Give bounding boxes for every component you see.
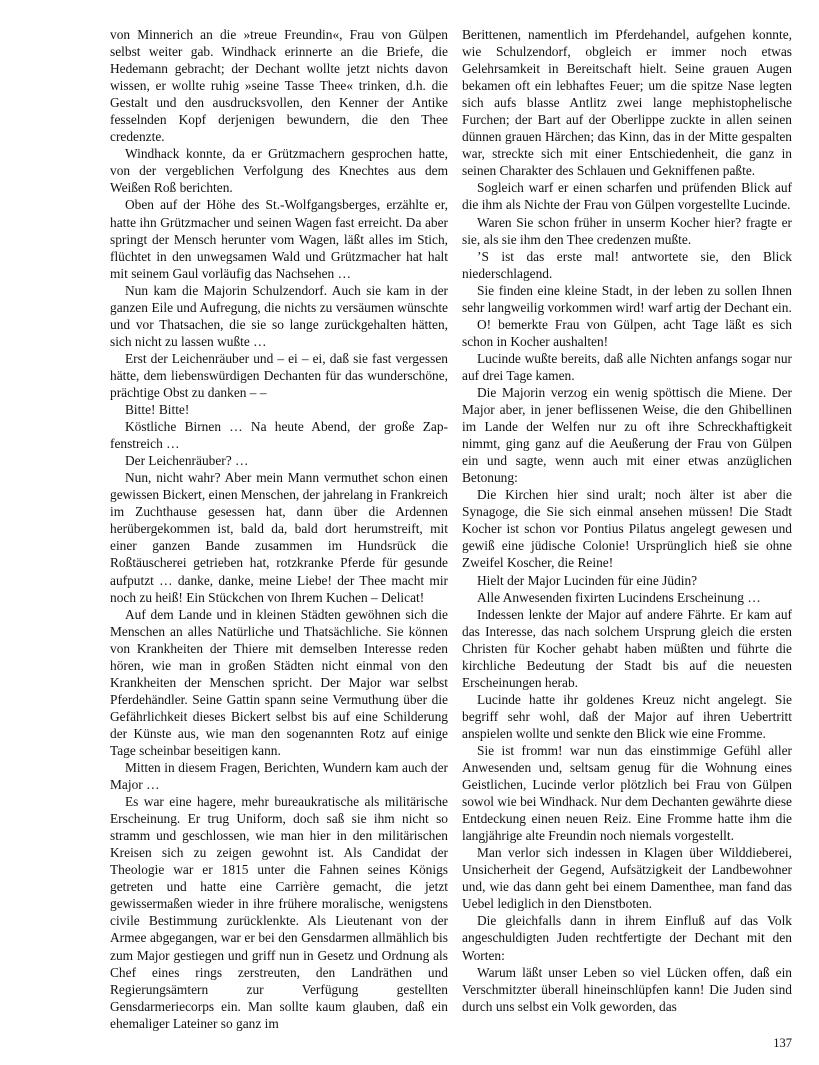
paragraph: Nun kam die Majorin Schulzendorf. Auch sie kam in der ganzen Eile und Aufregung, die nichts zu versäumen wünschte und vor Thatsachen, die sie so lange zurückgehalten hätten, sich nicht zu lassen wußte … [110,282,448,349]
paragraph: Sie finden eine kleine Stadt, in der leben zu sollen Ihnen sehr langweilig vorkommen wird! warf artig der Dechant ein. [462,282,792,315]
paragraph: Hielt der Major Lucinden für eine Jüdin? [477,572,698,588]
paragraph: Die Kirchen hier sind uralt; noch älter ist aber die Synagoge, die Sie sich einmal ansehen müssen! Die Stadt Kocher ist schon vor Pontius Pilatus angelegt gewesen und gewiß eine jüdische Colonie! Ursprünglich hieß sie ohne Zweifel Koscher, die Reine! [462,487,792,571]
paragraph: ’S ist das erste mal! antwortete sie, den Blick niederschlagend. [462,248,792,281]
paragraph: Nun, nicht wahr? Aber mein Mann vermuthet schon einen gewissen Bickert, einen Menschen, der jahrelang in Frankreich im Zuchthause gesessen hat, dann über die Ardennen herübergekommen ist, bald da, bald dort herumstreift, mit einer ganzen Bande zusammen im Hundsrück die Roßtäuscherei getrieben hat, rotzkranke Pferde für gesunde aufputzt … danke, danke, meine Liebe! der Thee macht mir noch zu heiß! Ein Stückchen von Ihrem Kuchen – Delicat! [110,470,448,605]
paragraph: O! bemerkte Frau von Gülpen, acht Tage läßt es sich schon in Kocher aushalten! [462,316,792,349]
paragraph: Bitte! Bitte! [125,402,190,418]
paragraph: Lucinde hatte ihr goldenes Kreuz nicht angelegt. Sie begriff sehr wohl, daß der Major auf ihren Uebertritt anspielen wollte und senkte den Blick wie eine Fromme. [462,691,792,741]
paragraph: Sogleich warf er einen scharfen und prüfenden Blick auf die ihm als Nichte der Frau von Gülpen vorgestellte Lucinde. [462,180,792,213]
paragraph: Waren Sie schon früher in unserm Kocher hier? fragte er sie, als sie ihm den Thee credenzen mußte. [462,214,792,247]
paragraph: von Minnerich an die »treue Freundin«, Frau von Gülpen selbst weiter gab. Windhack erinnerte an die Briefe, die Hedemann gebracht; der Dechant wollte jetzt nichts davon wissen, er wollte ruhig »seine Tasse Thee« trinken, d.h. die Gestalt und den ausdrucksvollen, den Kenner der Antike fesselnden Kopf derjenigen bewundern, die den Thee credenzte. [110,27,448,145]
paragraph: Es war eine hagere, mehr bureaukratische als militärische Erscheinung. Er trug Uniform, doch saß sie ihm nicht so stramm und geschlossen, wie man hier in den militärischen Kreisen sich zu zeigen gewohnt ist. Als Candidat der Theologie war er 1815 unter die Fahnen seines Königs getreten und hatte eine Carrière gemacht, die jetzt gewissermaßen wieder in ihre frühere moralische, wenigstens civile Bestimmung zurücklenkte. Als Lieutenant von der Armee abgegangen, war er bei den Gensdarmen allmählich bis zum Major gestiegen und griff nun in Gesetz und Ordnung als Chef eines rings zerstreuten, den Landräthen und Regierungsämtern zur Verfügung gestellten Gensdarmeriecorps ein. Man sollte kaum glauben, daß ein ehemaliger Lateiner so ganz im [110,794,448,1031]
paragraph: Köstliche Birnen … Na heute Abend, der große Zapfenstreich … [110,419,448,452]
paragraph: Auf dem Lande und in kleinen Städten gewöhnen sich die Menschen an alles Natürliche und Thatsächliche. Sie können von Krankheiten der Thiere mit demselben Interesse reden hören, wie man in großen Städten nicht einmal von den Krankheiten der Menschen spricht. Der Major war selbst Pferdehändler. Seine Gattin spann seine Vermuthung über die Gefährlichkeit dieses Bickert selbst bis auf eine Schilderung der Künste aus, wie man den sogenannten Rotz auf einige Tage scheinbar beseitigen kann. [110,606,448,758]
paragraph: Berittenen, namentlich im Pferdehandel, aufgehen konnte, wie Schulzendorf, obgleich er immer noch etwas Gelehrsamkeit in Bereitschaft hielt. Seine grauen Augen bekamen oft ein lebhaftes Feuer; um die spitze Nase legten sich aufs blasse Antlitz zwei lange mephistophelische Furchen; der Bart auf der Oberlippe zuckte in allen seinen dünnen grauen Härchen; das Kinn, das in der Mitte gespalten war, streckte sich mit einer Entschiedenheit, die ganz in seinen Charakter des Schlauen und Gekniffenen paßte. [462,27,792,179]
paragraph: Die Majorin verzog ein wenig spöttisch die Miene. Der Major aber, in jener beflissenen Weise, die den Ghibellinen im Lande der Welfen nur zu oft ihre Schreckhaftigkeit nimmt, ging ganz auf die Aeußerung der Frau von Gülpen ein und sagte, wenn auch mit einer etwas anzüglichen Betonung: [462,384,792,486]
right-text-column [462,26,792,1015]
paragraph: Alle Anwesenden fixirten Lucindens Erscheinung … [477,589,761,605]
left-text-column [110,26,448,1032]
page-number: 137 [773,1036,792,1050]
paragraph: Warum läßt unser Leben so viel Lücken offen, daß ein Verschmitzter überall hineinschlüpfen kann! Die Juden sind durch uns selbst ein Volk geworden, das [462,964,792,1014]
paragraph: Der Leichenräuber? … [125,453,249,469]
paragraph: Mitten in diesem Fragen, Berichten, Wundern kam auch der Major … [110,760,448,793]
paragraph: Sie ist fromm! war nun das einstimmige Gefühl aller Anwesenden und, seltsam genug für die Wohnung eines Geistlichen, Lucinde verlor plötzlich bei Frau von Gülpen sowol wie bei Windhack. Nur dem Dechanten gewährte diese Entdeckung einen neuen Reiz. Eine Fromme hatte ihm die langjährige alte Freundin noch niemals vorgestellt. [462,742,792,844]
paragraph: Lucinde wußte bereits, daß alle Nichten anfangs sogar nur auf drei Tage kamen. [462,350,792,383]
paragraph: Erst der Leichenräuber und – ei – ei, daß sie fast vergessen hätte, dem liebenswürdigen Dechanten für das wunderschöne, prächtige Obst zu danken – – [110,350,448,400]
paragraph: Windhack konnte, da er Grützmachern gesprochen hatte, von der vergeblichen Verfolgung des Knechtes aus dem Weißen Roß berichten. [110,146,448,196]
paragraph: Man verlor sich indessen in Klagen über Wilddieberei, Unsicherheit der Gegend, Aufsätzigkeit der Landbewohner und, wie das dann geht bei einem Damenthee, man fand das Uebel lediglich in den Dienstboten. [462,845,792,912]
paragraph: Die gleichfalls dann in ihrem Einfluß auf das Volk angeschuldigten Juden rechtfertigte der Dechant mit den Worten: [462,913,792,963]
paragraph: Oben auf der Höhe des St.-Wolfgangsberges, erzählte er, hatte ihn Grützmacher und seinen Wagen fast erreicht. Da aber springt der Mensch herunter vom Wagen, läßt alles im Stich, flüchtet in den unwegsamen Wald und Grützmacher hat halt mit seinem Gaul vorläufig das Nachsehen … [110,197,448,281]
paragraph: Indessen lenkte der Major auf andere Fährte. Er kam auf das Interesse, das nach solchem Ursprung gleich die ersten Christen für Kocher gehabt haben müßten und führte die kirchliche Bedeutung der Stadt bis auf die neuesten Erscheinungen herab. [462,606,792,690]
